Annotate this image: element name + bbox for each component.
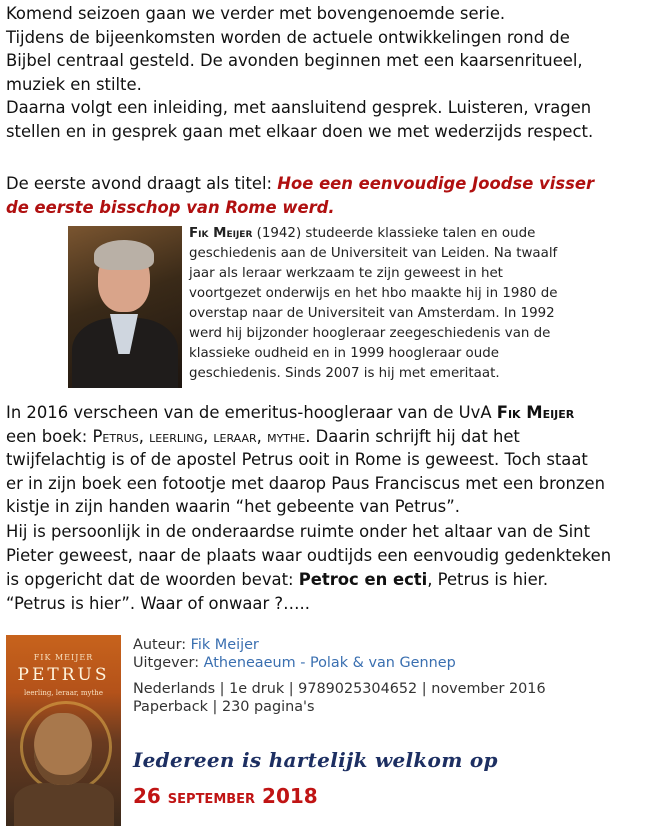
body-line: Pieter geweest, naar de plaats waar oudtijds een eenvoudig gedenkteken <box>6 546 612 565</box>
date-year: 2018 <box>255 784 318 808</box>
publisher-link[interactable]: Atheneaeum - Polak & van Gennep <box>203 655 456 671</box>
bio-name: Fik Meijer <box>189 226 253 241</box>
author-photo <box>68 226 182 388</box>
date-day: 26 <box>133 784 168 808</box>
body-line <box>6 568 548 592</box>
bio-line: klassieke oudheid en in 1999 hoogleraar oude <box>189 346 499 361</box>
body-text: een boek: <box>6 427 93 446</box>
bio-line: geschiedenis aan de Universiteit van Leiden. Na twaalf <box>189 246 558 261</box>
inscription: Petroc en ecti <box>298 570 428 589</box>
body-text: In 2016 verscheen van de emeritus-hoogleraar van de UvA <box>6 403 497 422</box>
author-name: Fik Meijer <box>496 403 575 422</box>
body-text: is opgericht dat de woorden bevat: <box>6 570 299 589</box>
body-line: “Petrus is hier”. Waar of onwaar ?….. <box>6 594 310 613</box>
author-link[interactable]: Fik Meijer <box>190 637 259 653</box>
intro-line: muziek en stilte. <box>6 75 142 94</box>
author-bio <box>189 224 589 384</box>
book-details: Nederlands | 1e druk | 9789025304652 | november 2016 <box>133 681 546 697</box>
bio-line: voortgezet onderwijs en het hbo maakte hij in 1980 de <box>189 286 558 301</box>
intro-line: Tijdens de bijeenkomsten worden de actuele ontwikkelingen rond de <box>6 28 570 47</box>
body-line: kistje in zijn handen waarin “het gebeente van Petrus”. <box>6 497 460 516</box>
publisher-label: Uitgever: <box>133 655 204 671</box>
bio-line: geschiedenis. Sinds 2007 is hij met emeritaat. <box>189 366 500 381</box>
bio-line <box>189 224 589 244</box>
intro-line: Bijbel centraal gesteld. De avonden beginnen met een kaarsenritueel, <box>6 51 583 70</box>
bio-line: werd hij bijzonder hoogleraar zeegeschiedenis van de <box>189 326 551 341</box>
bio-line: jaar als leraar werkzaam te zijn geweest in het <box>189 266 503 281</box>
intro-line: stellen en in gesprek gaan met elkaar doen we met wederzijds respect. <box>6 122 594 141</box>
book-author-row <box>133 636 259 654</box>
body-line: twijfelachtig is of de apostel Petrus ooit in Rome is geweest. Toch staat <box>6 450 588 469</box>
body-line: Hij is persoonlijk in de onderaardse ruimte onder het altaar van de Sint <box>6 522 590 541</box>
body-line <box>6 401 574 425</box>
event-date <box>133 784 318 808</box>
evening-title-cont: de eerste bisschop van Rome werd. <box>6 198 335 217</box>
body-line: er in zijn boek een fotootje met daarop Paus Franciscus met een bronzen <box>6 474 605 493</box>
book-cover <box>6 635 121 826</box>
date-month: september <box>167 787 256 808</box>
first-evening-prefix: De eerste avond draagt als titel: <box>6 174 278 193</box>
cover-title: PETRUS <box>17 665 110 685</box>
first-evening-line <box>6 172 594 196</box>
body-line <box>6 425 520 449</box>
intro-line: Komend seizoen gaan we verder met bovengenoemde serie. <box>6 4 506 23</box>
body-text: . Daarin schrijft hij dat het <box>305 427 520 446</box>
book-title: Petrus, leerling, leraar, mythe <box>92 427 306 446</box>
bio-line: overstap naar de Universiteit van Amsterdam. In 1992 <box>189 306 555 321</box>
cover-subtitle: leerling, leraar, mythe <box>24 689 103 697</box>
intro-line: Daarna volgt een inleiding, met aansluitend gesprek. Luisteren, vragen <box>6 98 592 117</box>
evening-title: Hoe een eenvoudige Joodse visser <box>277 174 595 193</box>
welcome-text: Iedereen is hartelijk welkom op <box>133 748 498 772</box>
bio-line-rest: (1942) studeerde klassieke talen en oude <box>252 226 536 241</box>
saint-face-icon <box>34 713 92 785</box>
body-text: , Petrus is hier. <box>427 570 549 589</box>
cover-author: FIK MEIJER <box>33 653 94 662</box>
book-publisher-row <box>133 654 456 672</box>
book-format: Paperback | 230 pagina's <box>133 699 315 715</box>
robe-icon <box>14 783 114 826</box>
author-label: Auteur: <box>133 637 191 653</box>
